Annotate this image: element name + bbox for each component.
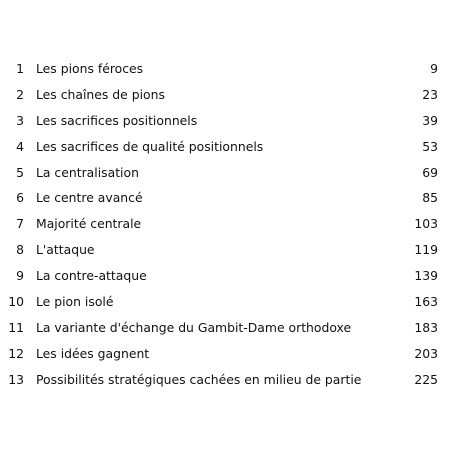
page-number: 69 xyxy=(422,164,438,180)
chapter-title: Majorité centrale xyxy=(36,216,142,232)
page-number: 23 xyxy=(422,86,438,102)
chapter-number: 4 xyxy=(16,138,24,154)
toc-entry xyxy=(0,185,452,211)
toc-entry xyxy=(0,289,452,315)
toc-entry xyxy=(0,211,452,237)
chapter-number: 8 xyxy=(16,242,24,258)
chapter-number: 5 xyxy=(16,164,24,180)
chapter-title: L'attaque xyxy=(36,242,95,258)
chapter-number: 6 xyxy=(16,190,24,206)
page-number: 119 xyxy=(414,242,438,258)
page-number: 39 xyxy=(422,112,438,128)
toc-entry xyxy=(0,263,452,289)
page-number: 225 xyxy=(414,371,438,387)
chapter-title: Les idées gagnent xyxy=(36,345,150,361)
chapter-title: Les pions féroces xyxy=(36,61,144,76)
chapter-title: La variante d'échange du Gambit-Dame orthodoxe xyxy=(36,319,352,335)
toc-entry xyxy=(0,160,452,186)
toc-entry xyxy=(0,315,452,341)
chapter-number: 13 xyxy=(8,371,24,387)
toc-entry xyxy=(0,237,452,263)
chapter-title: Le centre avancé xyxy=(36,190,143,206)
table-of-contents xyxy=(0,56,452,393)
chapter-title: Les sacrifices positionnels xyxy=(36,112,198,128)
page-number: 85 xyxy=(422,190,438,206)
chapter-title: La centralisation xyxy=(36,164,139,180)
chapter-title: Les sacrifices de qualité positionnels xyxy=(36,138,264,154)
chapter-title: La contre-attaque xyxy=(36,268,147,284)
chapter-number: 9 xyxy=(16,268,24,284)
toc-entry xyxy=(0,367,452,393)
page-number: 53 xyxy=(422,138,438,154)
chapter-number: 7 xyxy=(16,216,24,232)
page-number: 139 xyxy=(414,268,438,284)
chapter-number: 3 xyxy=(16,112,24,128)
chapter-number: 12 xyxy=(8,345,24,361)
chapter-title: Les chaînes de pions xyxy=(36,86,165,102)
chapter-title: Possibilités stratégiques cachées en milieu de partie xyxy=(36,371,362,387)
toc-entry xyxy=(0,82,452,108)
toc-entry xyxy=(0,56,452,82)
page-number: 183 xyxy=(414,319,438,335)
chapter-title: Le pion isolé xyxy=(36,294,114,310)
page-number: 203 xyxy=(414,345,438,361)
toc-entry xyxy=(0,341,452,367)
chapter-number: 11 xyxy=(8,319,24,335)
chapter-number: 2 xyxy=(16,86,24,102)
chapter-number: 1 xyxy=(16,61,24,76)
page-number: 163 xyxy=(414,294,438,310)
chapter-number: 10 xyxy=(8,294,24,310)
page-number: 9 xyxy=(430,61,438,76)
toc-entry xyxy=(0,134,452,160)
toc-entry xyxy=(0,108,452,134)
page-number: 103 xyxy=(414,216,438,232)
